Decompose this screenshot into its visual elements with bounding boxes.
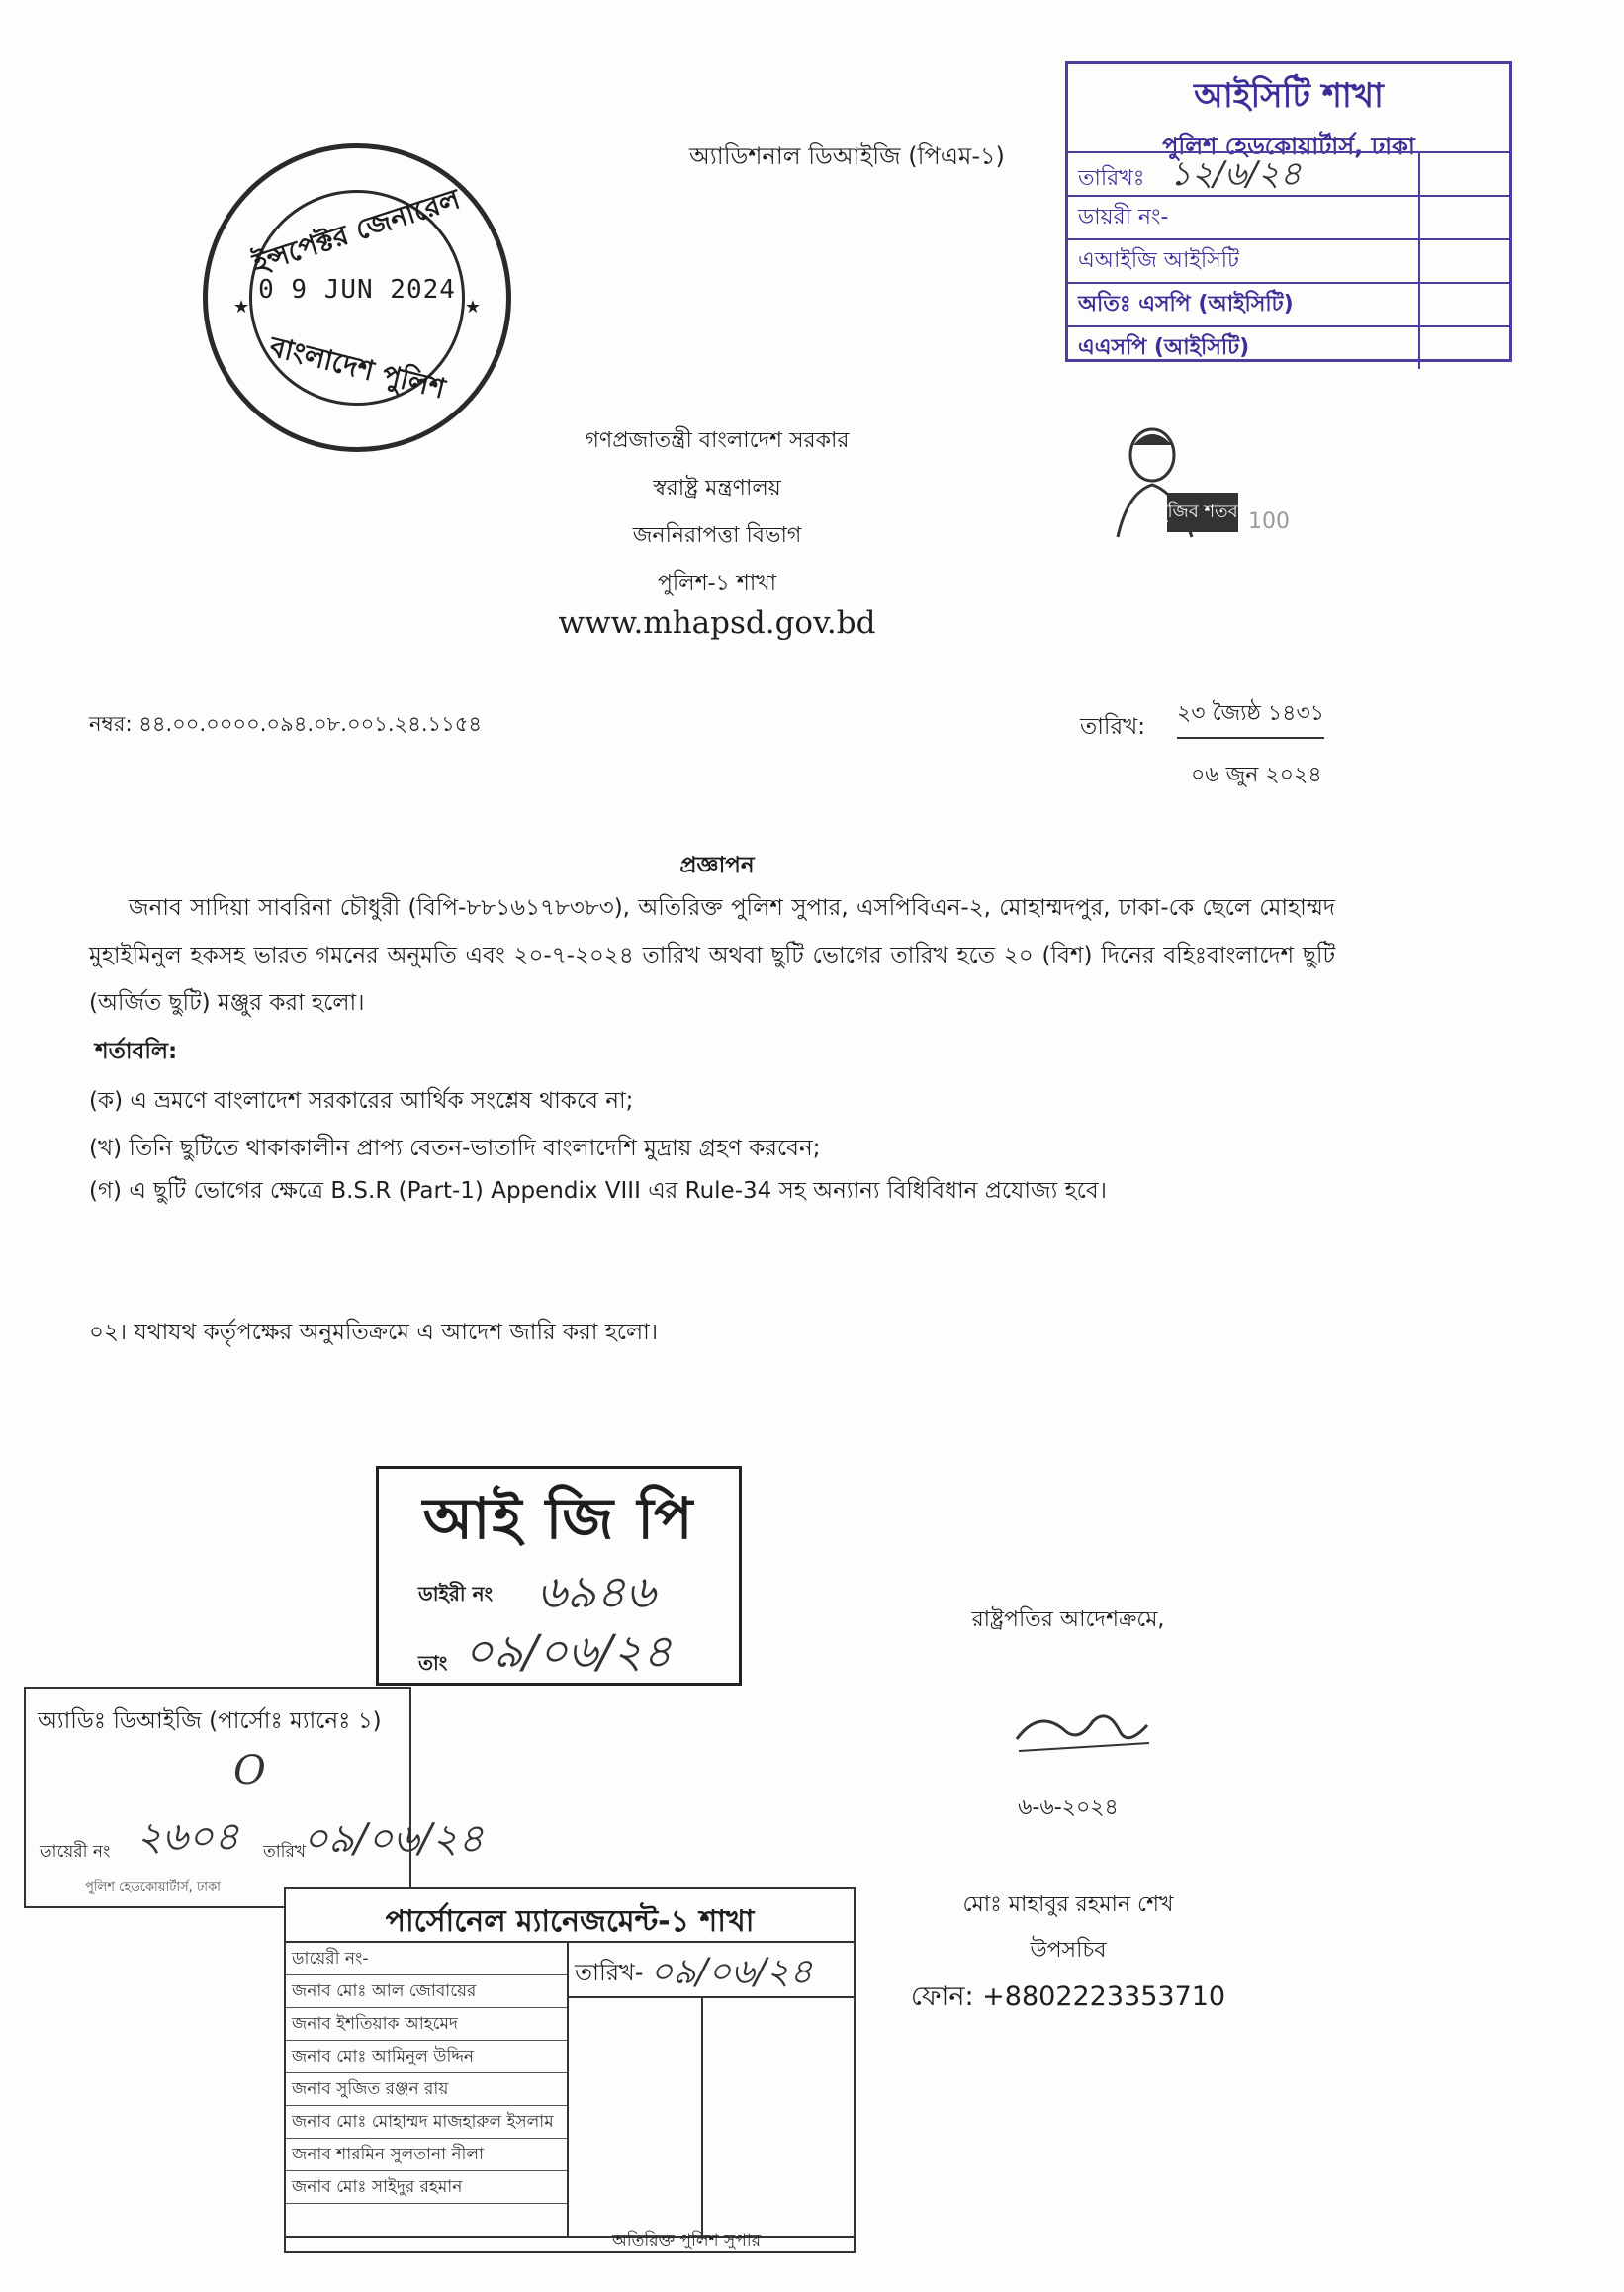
ict-date-value: ১২/৬/২৪ [1169, 154, 1302, 194]
date-bangla: ২৩ জ্যৈষ্ঠ ১৪৩১ [1177, 696, 1324, 739]
gov-website: www.mhapsd.gov.bd [558, 605, 876, 641]
pm-name-row: জনাব মোঃ আমিনুল উদ্দিন [286, 2041, 567, 2073]
pm-date-label: তারিখ- [575, 1959, 644, 1986]
adig-date-value: ০৯/০৬/২৪ [303, 1816, 484, 1862]
ict-stamp-subtitle: পুলিশ হেডকোয়ার্টার্স, ঢাকা [1162, 133, 1415, 160]
pm-name-row: জনাব ইশতিয়াক আহমেদ [286, 2008, 567, 2041]
personnel-management-stamp [284, 1887, 856, 2253]
seal-top-text: ইন্সপেক্টর জেনারেল [248, 182, 464, 280]
paragraph-02: ০২। যথাযথ কর্তৃপক্ষের অনুমতিক্রমে এ আদেশ জারি করা হলো। [89, 1320, 659, 1345]
adig-mark: O [233, 1748, 266, 1793]
gov-line-1: গণপ্রজাতন্ত্রী বাংলাদেশ সরকার [585, 428, 850, 453]
condition-a: (ক) এ ভ্রমণে বাংলাদেশ সরকারের আর্থিক সংশ্লেষ থাকবে না; [89, 1088, 634, 1114]
adig-stamp-title: অ্যাডিঃ ডিআইজি (পার্সোঃ ম্যানেঃ ১) [38, 1708, 382, 1734]
ict-diary-label: ডায়রী নং- [1068, 197, 1420, 238]
date-label: তারিখ: [1080, 714, 1146, 740]
pm-name-row: জনাব মোঃ সাইদুর রহমান [286, 2171, 567, 2204]
addl-dig-pm-stamp [24, 1687, 484, 1908]
gov-line-4: পুলিশ-১ শাখা [657, 571, 777, 596]
gov-line-2: স্বরাষ্ট্র মন্ত্রণালয় [653, 476, 781, 501]
gov-line-3: জননিরাপত্তা বিভাগ [632, 523, 802, 548]
signatory-name: মোঃ মাহাবুর রহমান শেখ [962, 1892, 1174, 1917]
conditions-title: শর্তাবলি: [95, 1039, 178, 1064]
pm-name-row: জনাব সুজিত রঞ্জন রায় [286, 2073, 567, 2106]
igp-diary-value: ৬৯৪৬ [537, 1565, 656, 1618]
ict-branch-stamp [1065, 61, 1512, 362]
pm-name-row: জনাব মোঃ মোহাম্মদ মাজহারুল ইসলাম [286, 2106, 567, 2139]
condition-b: (খ) তিনি ছুটিতে থাকাকালীন প্রাপ্য বেতন-ভাতাদি বাংলাদেশি মুদ্রায় গ্রহণ করবেন; [89, 1136, 821, 1161]
ict-row-addl-sp: অতিঃ এসপি (আইসিটি) [1068, 284, 1420, 325]
condition-c: (গ) এ ছুটি ভোগের ক্ষেত্রে B.S.R (Part-1) Appendix VIII এর Rule-34 সহ অন্যান্য বিধিবিধান প্রযোজ্য হবে। [89, 1178, 1107, 1204]
seal-star-icon: ★ [233, 297, 250, 318]
ict-row-asp: এএসপি (আইসিটি) [1068, 327, 1420, 369]
seal-bottom-text: বাংলাদেশ পুলিশ [266, 329, 449, 406]
adig-diary-value: ২৬০৪ [136, 1814, 239, 1860]
igp-diary-label: ডাইরী নং [418, 1582, 494, 1605]
ict-row-aig: এআইজি আইসিটি [1068, 240, 1420, 282]
igp-stamp-title: আই জি পি [422, 1485, 695, 1552]
igp-date-label: তাং [418, 1651, 448, 1675]
memo-number: নম্বর: ৪৪.০০.০০০০.০৯৪.০৮.০০১.২৪.১১৫৪ [89, 712, 483, 736]
seal-star-icon: ★ [464, 297, 481, 318]
notice-paragraph: জনাব সাদিয়া সাবরিনা চৌধুরী (বিপি-৮৮১৬১৭৮৩৮৩), অতিরিক্ত পুলিশ সুপার, এসপিবিএন-২, মোহাম্মদপুর, ঢাকা-কে ছেলে মোহাম্মদ মুহাইমিনুল হকসহ ভারত গমনের অনুমতি এবং ২০-৭-২০২৪ তারিখ অথবা ছুটি ভোগের তারিখ হতে ২০ (বিশ) দিনের বহিঃবাংলাদেশ ছুটি (অর্জিত ছুটি) মঞ্জুর করা হলো। [89, 895, 1335, 1016]
svg-text:100: 100 [1248, 509, 1290, 534]
igp-date-value: ০৯/০৬/২৪ [464, 1624, 673, 1678]
pm-name-row: জনাব শারমিন সুলতানা নীলা [286, 2139, 567, 2171]
igp-stamp [376, 1466, 742, 1686]
logo-text: মুজিব শতবর্ষ [1157, 502, 1248, 522]
notice-heading: প্রজ্ঞাপন [679, 853, 755, 878]
pm-diary-label: ডায়েরী নং- [286, 1943, 567, 1975]
ict-date-label: তারিখঃ [1078, 166, 1145, 191]
president-order: রাষ্ট্রপতির আদেশক্রমে, [971, 1607, 1165, 1632]
signatory-designation: উপসচিব [1030, 1938, 1107, 1963]
mujib-centenary-logo [1098, 423, 1290, 542]
pm-date-value: ০৯/০৬/২৪ [650, 1952, 813, 1992]
adig-diary-label: ডায়েরী নং [40, 1842, 111, 1862]
signature-icon [1009, 1699, 1157, 1773]
pm-stamp-title: পার্সোনেল ম্যানেজমেন্ট-১ শাখা [385, 1904, 755, 1939]
pm-footer: অতিরিক্ত পুলিশ সুপার [612, 2231, 762, 2250]
adig-date-label: তারিখ [263, 1842, 307, 1862]
adig-footer: পুলিশ হেডকোয়ার্টার্স, ঢাকা [85, 1880, 221, 1895]
signatory-phone: ফোন: +8802223353710 [910, 1981, 1226, 2012]
inspector-general-seal [203, 143, 511, 452]
signature-date: ৬-৬-২০২৪ [1018, 1795, 1119, 1820]
ict-stamp-title: আইসিটি শাখা [1194, 76, 1384, 116]
addl-dig-note: অ্যাডিশনাল ডিআইজি (পিএম-১) [689, 142, 1005, 170]
seal-date: 0 9 JUN 2024 [258, 275, 456, 305]
date-english: ০৬ জুন ২০২৪ [1191, 763, 1322, 787]
pm-name-row: জনাব মোঃ আল জোবায়ের [286, 1975, 567, 2008]
